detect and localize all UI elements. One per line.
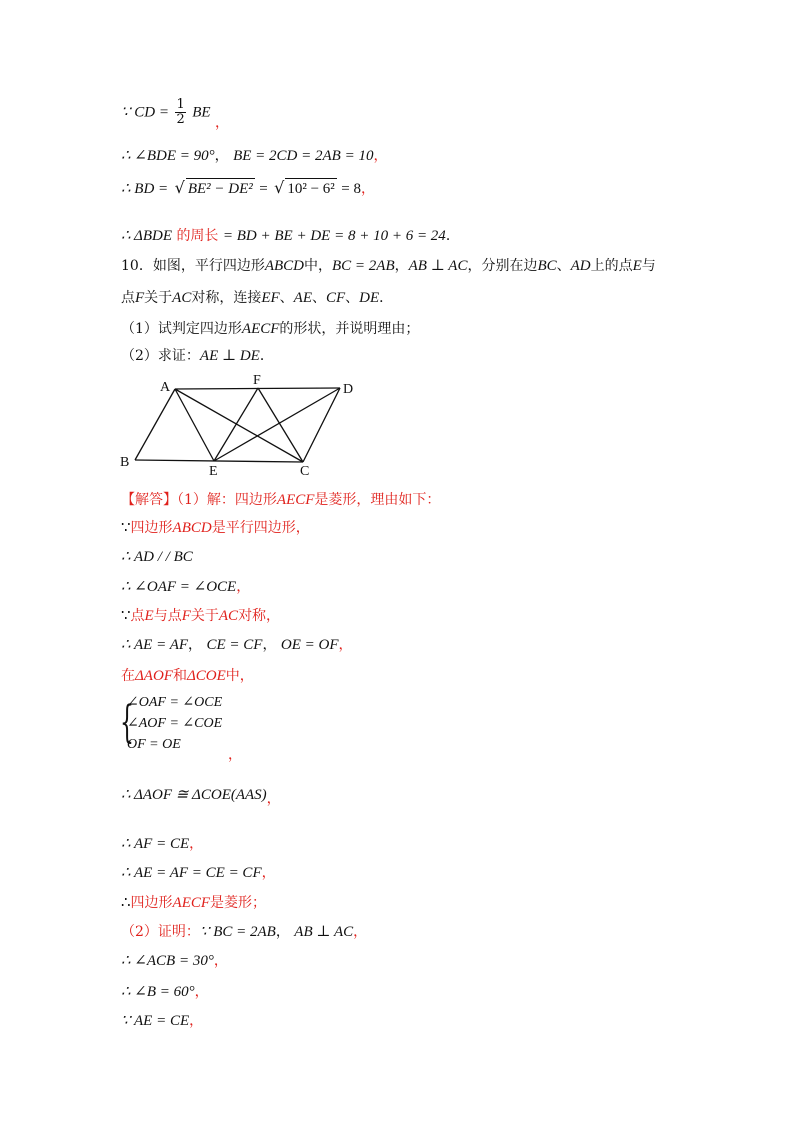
q10-point-f: F bbox=[135, 290, 145, 306]
comma: ， bbox=[214, 148, 229, 164]
part2-text: ． bbox=[259, 348, 274, 364]
expr-all-sides-equal: ∴ AE = AF = CE = CF bbox=[121, 865, 262, 881]
part1-text: （1）试判定四边形 bbox=[121, 321, 242, 337]
q10-de: DE bbox=[359, 290, 380, 306]
system-row-1 bbox=[127, 693, 222, 713]
step-14 bbox=[121, 1011, 203, 1031]
expr-angle-oaf-oce: ∴ ∠OAF = ∠OCE bbox=[121, 579, 237, 595]
step4-point-f: F bbox=[181, 608, 191, 624]
q10-ac: AC bbox=[172, 290, 192, 306]
label-f: F bbox=[253, 373, 261, 388]
expr-bc-2ab: ∵ BC = 2AB bbox=[199, 924, 276, 940]
step-13 bbox=[121, 982, 209, 1002]
red-comma: ， bbox=[194, 984, 209, 1000]
step4-ac: AC bbox=[218, 608, 239, 624]
step-3 bbox=[121, 577, 250, 597]
part1-aecf: AECF bbox=[241, 321, 280, 337]
comma: ， bbox=[275, 924, 290, 940]
part-1-question bbox=[121, 319, 419, 339]
step-4 bbox=[121, 606, 280, 626]
equals-sign: = bbox=[259, 181, 268, 197]
red-comma: ， bbox=[213, 953, 228, 969]
q10-text: 10．如图，平行四边形 bbox=[121, 258, 265, 274]
red-comma: ， bbox=[353, 924, 368, 940]
parallelogram-figure bbox=[118, 372, 358, 480]
q10-text: 上的点 bbox=[590, 258, 633, 274]
step-2 bbox=[121, 547, 193, 567]
step1-text: 是平行四边形， bbox=[211, 520, 310, 536]
segment-ab bbox=[135, 389, 175, 460]
q10-point-e: E bbox=[632, 258, 642, 274]
q10-ab-perp-ac: AB ⊥ AC bbox=[408, 258, 468, 274]
expr-oe-of: OE = OF bbox=[280, 637, 339, 653]
system-row-2 bbox=[127, 714, 222, 734]
system-eq-3: OF = OE bbox=[127, 737, 181, 752]
expr-be: BE bbox=[192, 104, 211, 121]
red-comma: ， bbox=[189, 836, 204, 852]
part2-text: （2）求证： bbox=[121, 348, 200, 364]
perimeter-label: 的周长 bbox=[176, 228, 219, 244]
step1-abcd: ABCD bbox=[172, 520, 212, 536]
step6-triangle-aof: ΔAOF bbox=[135, 668, 173, 684]
answer-text: 【解答】（1）解：四边形 bbox=[121, 492, 277, 508]
step-1 bbox=[121, 518, 310, 538]
fraction-one-half bbox=[175, 98, 185, 127]
q10-ae: AE bbox=[293, 290, 312, 306]
step10-text: 是菱形； bbox=[210, 895, 267, 911]
step4-text: 点 bbox=[130, 608, 145, 624]
part-2-question bbox=[121, 346, 274, 366]
q10-text: 关于 bbox=[144, 290, 173, 306]
q10-text: ． bbox=[379, 290, 394, 306]
red-comma: ， bbox=[228, 747, 242, 763]
system-eq-2: ∠AOF = ∠COE bbox=[127, 716, 223, 731]
step-9 bbox=[121, 863, 276, 883]
comma: ， bbox=[262, 637, 277, 653]
because-symbol: ∵ bbox=[121, 520, 131, 536]
expr-bd-eq: ∴ BD = bbox=[121, 181, 169, 197]
step6-text: 和 bbox=[172, 668, 187, 684]
red-comma: ， bbox=[338, 637, 353, 653]
q10-text: 、 bbox=[279, 290, 294, 306]
expr-triangle-bde: ∴ ΔBDE bbox=[121, 228, 172, 244]
q10-bc: BC bbox=[537, 258, 557, 274]
q10-cf: CF bbox=[326, 290, 346, 306]
red-comma: ， bbox=[360, 181, 375, 197]
q10-text: 中， bbox=[304, 258, 332, 274]
step-10 bbox=[121, 893, 266, 913]
expr-ce-cf: CE = CF bbox=[206, 637, 263, 653]
label-b: B bbox=[120, 455, 130, 470]
red-comma: ， bbox=[261, 865, 276, 881]
system-eq-1: ∠OAF = ∠OCE bbox=[127, 695, 223, 710]
radicand-be-de: BE² − DE² bbox=[186, 178, 255, 199]
q10-ad: AD bbox=[570, 258, 591, 274]
q10-bc-eq: BC = 2AB bbox=[332, 258, 395, 274]
because-symbol: ∵ bbox=[121, 608, 131, 624]
line-perimeter bbox=[121, 226, 460, 246]
step4-text: 与点 bbox=[153, 608, 182, 624]
radical-sign: √ bbox=[174, 178, 185, 197]
radicand-10-6: 10² − 6² bbox=[285, 178, 336, 199]
step6-text: 中， bbox=[225, 668, 254, 684]
expr-cd-eq: ∵ CD = bbox=[121, 104, 170, 121]
left-brace: { bbox=[120, 697, 134, 748]
step-8 bbox=[121, 834, 203, 854]
answer-aecf: AECF bbox=[276, 492, 315, 508]
label-e: E bbox=[209, 464, 218, 479]
expr-angle-acb-30: ∴ ∠ACB = 30° bbox=[121, 953, 214, 969]
q10-text: 、 bbox=[345, 290, 360, 306]
radical-sign: √ bbox=[274, 178, 285, 197]
q10-ef: EF bbox=[261, 290, 280, 306]
step-5 bbox=[121, 635, 353, 655]
step1-text: 四边形 bbox=[130, 520, 173, 536]
step-7 bbox=[121, 785, 281, 805]
red-comma: ， bbox=[373, 148, 388, 164]
line-bd-sqrt bbox=[121, 178, 375, 199]
red-comma: ， bbox=[189, 1013, 204, 1029]
step4-text: 关于 bbox=[190, 608, 219, 624]
expr-equals-8: = 8 bbox=[341, 181, 361, 197]
q10-text: ， bbox=[394, 258, 409, 274]
line-cd-half-be bbox=[121, 97, 229, 131]
segment-bc bbox=[135, 460, 303, 462]
expr-ae-af: ∴ AE = AF bbox=[121, 637, 189, 653]
question-10-line-2 bbox=[121, 288, 393, 308]
therefore-symbol: ∴ bbox=[121, 895, 131, 911]
step10-text: 四边形 bbox=[130, 895, 173, 911]
step10-aecf: AECF bbox=[172, 895, 211, 911]
q10-text: 、 bbox=[312, 290, 326, 306]
expr-be-eq: BE = 2CD = 2AB = 10 bbox=[233, 148, 374, 164]
expr-af-ce: ∴ AF = CE bbox=[121, 836, 190, 852]
fraction-denominator: 2 bbox=[176, 112, 185, 127]
expr-ab-perp-ac: AB ⊥ AC bbox=[294, 924, 354, 940]
q10-abcd: ABCD bbox=[264, 258, 304, 274]
period: ． bbox=[445, 228, 460, 244]
answer-heading bbox=[121, 490, 440, 510]
expr-perimeter-sum: = BD + BE + DE = 8 + 10 + 6 = 24 bbox=[222, 228, 446, 244]
system-comma bbox=[228, 745, 242, 765]
question-10-line-1 bbox=[121, 256, 656, 276]
fraction-numerator: 1 bbox=[176, 97, 185, 112]
expr-ad-parallel-bc: ∴ AD / / BC bbox=[121, 549, 193, 565]
label-d: D bbox=[343, 382, 354, 397]
proof-label: （2）证明： bbox=[121, 924, 200, 940]
segment-cf bbox=[258, 388, 303, 462]
comma: ， bbox=[188, 637, 203, 653]
expr-angle-bde: ∴ ∠BDE = 90° bbox=[121, 148, 215, 164]
step4-text: 对称， bbox=[238, 608, 281, 624]
red-comma: ， bbox=[266, 791, 281, 807]
q10-text: ，分别在边 bbox=[467, 258, 538, 274]
label-a: A bbox=[160, 380, 171, 395]
red-comma: ， bbox=[214, 114, 229, 131]
expr-angle-b-60: ∴ ∠B = 60° bbox=[121, 984, 195, 1000]
segment-ef bbox=[214, 388, 258, 461]
step4-point-e: E bbox=[144, 608, 154, 624]
step-12 bbox=[121, 951, 228, 971]
label-c: C bbox=[300, 464, 310, 479]
line-bde-90 bbox=[121, 146, 387, 166]
step-6 bbox=[121, 666, 254, 686]
system-row-3 bbox=[127, 735, 181, 755]
expr-ae-ce: ∵ AE = CE bbox=[121, 1013, 190, 1029]
part1-text: 的形状，并说明理由； bbox=[279, 321, 420, 337]
step6-triangle-coe: ΔCOE bbox=[186, 668, 226, 684]
q10-text: 与 bbox=[641, 258, 656, 274]
red-comma: ， bbox=[236, 579, 251, 595]
q10-text: 对称，连接 bbox=[191, 290, 262, 306]
q10-text: 、 bbox=[556, 258, 571, 274]
answer-text: 是菱形，理由如下： bbox=[314, 492, 441, 508]
step6-text: 在 bbox=[121, 668, 135, 684]
expr-congruent-aas: ∴ ΔAOF ≅ ΔCOE(AAS) bbox=[121, 787, 267, 803]
part2-ae-perp-de: AE ⊥ DE bbox=[199, 348, 260, 364]
q10-text: 点 bbox=[121, 290, 135, 306]
step-11 bbox=[121, 922, 367, 942]
